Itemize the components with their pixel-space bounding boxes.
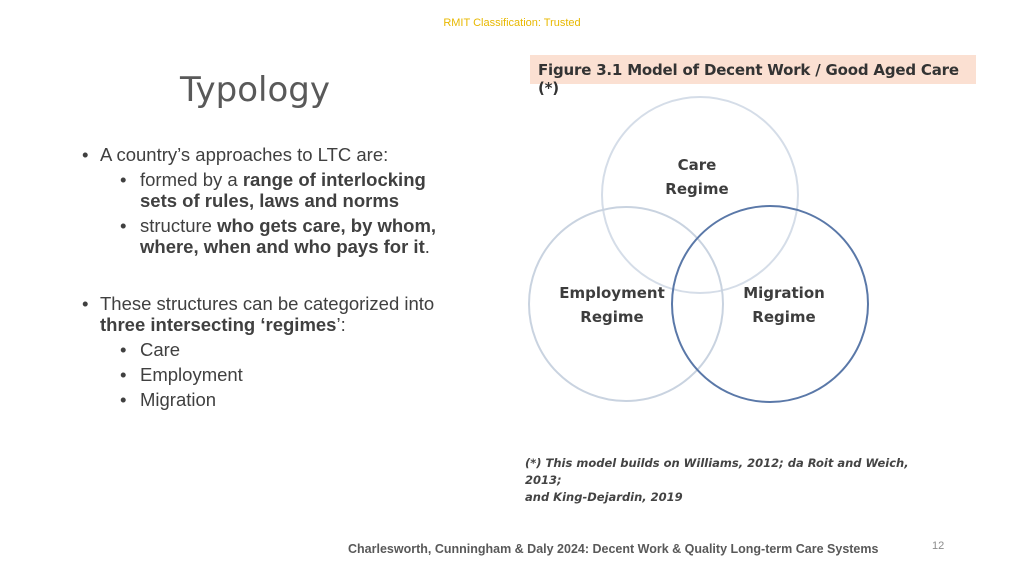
classification-label: RMIT Classification: Trusted xyxy=(443,17,581,29)
sub-bullet-employment xyxy=(120,364,442,385)
sub-bullet-text: Care xyxy=(140,339,181,360)
employment-regime-label-2: Regime xyxy=(580,308,644,326)
figure-caption-text: Figure 3.1 Model of Decent Work / Good Aged Care (*) xyxy=(538,61,959,97)
bullet-approaches xyxy=(82,144,442,165)
bullet-text: ’: xyxy=(336,314,346,335)
sub-bullet-text: structure xyxy=(140,215,218,236)
bullet-text: These structures can be categorized into xyxy=(100,293,435,314)
care-regime-label-1: Care xyxy=(677,156,717,174)
figure-caption xyxy=(530,55,976,97)
sub-bullet-formed xyxy=(120,169,442,211)
migration-regime-circle xyxy=(672,206,868,402)
figure-footnote xyxy=(525,455,945,506)
sub-bullet-text: formed by a xyxy=(140,169,243,190)
slide-title: Typology xyxy=(180,70,330,110)
venn-diagram xyxy=(520,95,890,415)
sub-bullet-text: . xyxy=(424,236,430,257)
sub-bullet-bold: who gets care, by whom, where, when and who pays for it xyxy=(140,215,437,257)
bullet-bold: three intersecting ‘regimes xyxy=(100,314,337,335)
footer-citation: Charlesworth, Cunningham & Daly 2024: Decent Work & Quality Long-term Care Systems xyxy=(348,542,879,556)
page-number: 12 xyxy=(932,540,945,552)
sub-bullet-text: Employment xyxy=(140,364,243,385)
bullet-structures xyxy=(82,293,442,335)
employment-regime-circle xyxy=(529,207,723,401)
care-regime-label-2: Regime xyxy=(665,180,729,198)
sub-bullet-migration xyxy=(120,389,442,410)
employment-regime-label-1: Employment xyxy=(559,284,665,302)
sub-bullet-bold: range of interlocking sets of rules, laws and norms xyxy=(140,169,426,211)
migration-regime-label-2: Regime xyxy=(752,308,816,326)
migration-regime-label-1: Migration xyxy=(743,284,825,302)
bullet-text: A country’s approaches to LTC are: xyxy=(100,144,389,165)
sub-bullet-text: Migration xyxy=(140,389,217,410)
sub-bullet-care xyxy=(120,339,442,360)
bullet-list xyxy=(82,144,442,410)
footnote-line-2: and King-Dejardin, 2019 xyxy=(525,490,683,504)
footnote-line-1: (*) This model builds on Williams, 2012; da Roit and Weich, 2013; xyxy=(525,456,909,487)
sub-bullet-structure xyxy=(120,215,442,257)
